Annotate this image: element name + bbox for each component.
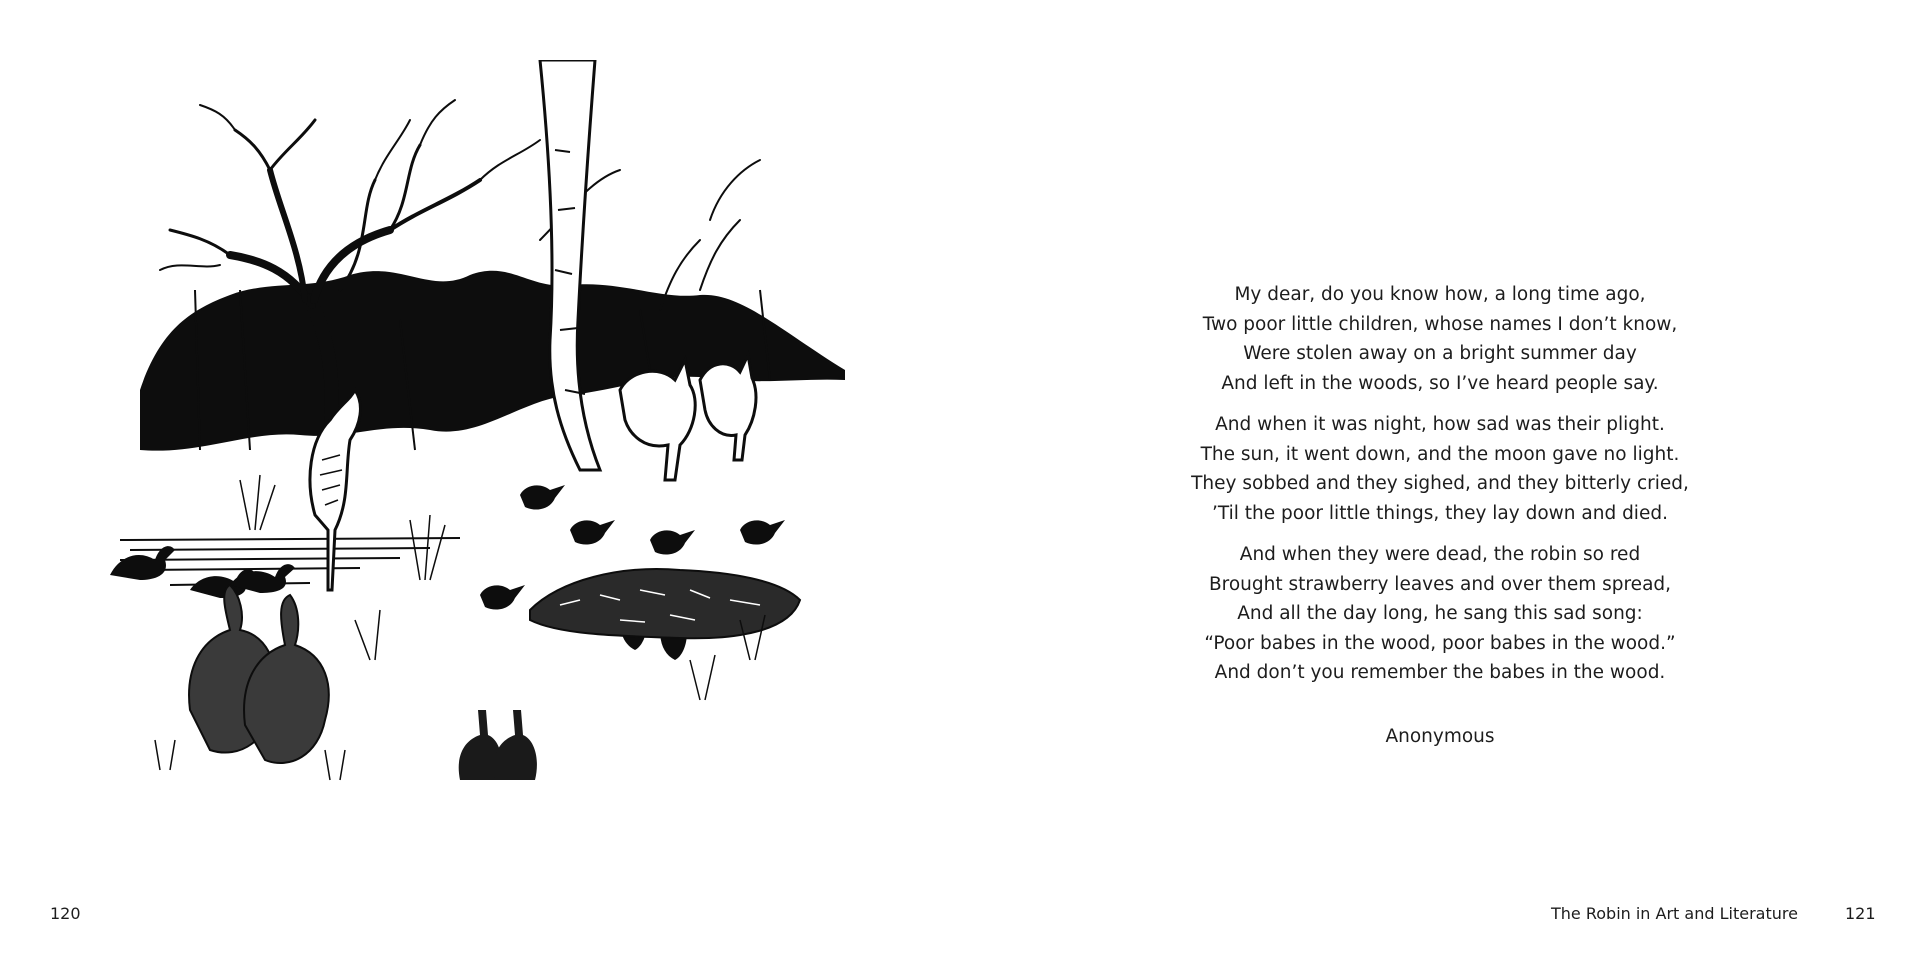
poem [1140,280,1740,751]
poem-line: And all the day long, he sang this sad song: [1237,603,1643,624]
right-page-number: 121 [1845,904,1876,923]
poem-attribution: Anonymous [1385,725,1495,747]
left-page-number: 120 [50,904,81,923]
poem-stanza-2 [1140,410,1740,528]
poem-line: Two poor little children, whose names I don’t know, [1202,313,1678,335]
poem-line: And when it was night, how sad was their plight. [1215,414,1665,435]
poem-line: And don’t you remember the babes in the wood. [1214,662,1666,683]
woodcut-illustration [100,60,850,830]
woodcut-babes-in-the-wood-illustration [100,60,850,830]
poem-stanza-1 [1140,280,1740,398]
poem-line: “Poor babes in the wood, poor babes in the wood.” [1204,632,1676,654]
poem-line: Were stolen away on a bright summer day [1243,343,1637,364]
running-head: The Robin in Art and Literature [1551,904,1798,923]
poem-line: And left in the woods, so I’ve heard people say. [1221,372,1659,394]
poem-line: And when they were dead, the robin so red [1239,544,1641,565]
poem-line: My dear, do you know how, a long time ago, [1234,284,1646,305]
poem-line: The sun, it went down, and the moon gave no light. [1200,443,1680,465]
poem-line: ’Til the poor little things, they lay down and died. [1212,502,1668,524]
poem-line: They sobbed and they sighed, and they bitterly cried, [1191,473,1689,494]
poem-line: Brought strawberry leaves and over them spread, [1208,573,1672,595]
poem-stanza-3 [1140,540,1740,688]
